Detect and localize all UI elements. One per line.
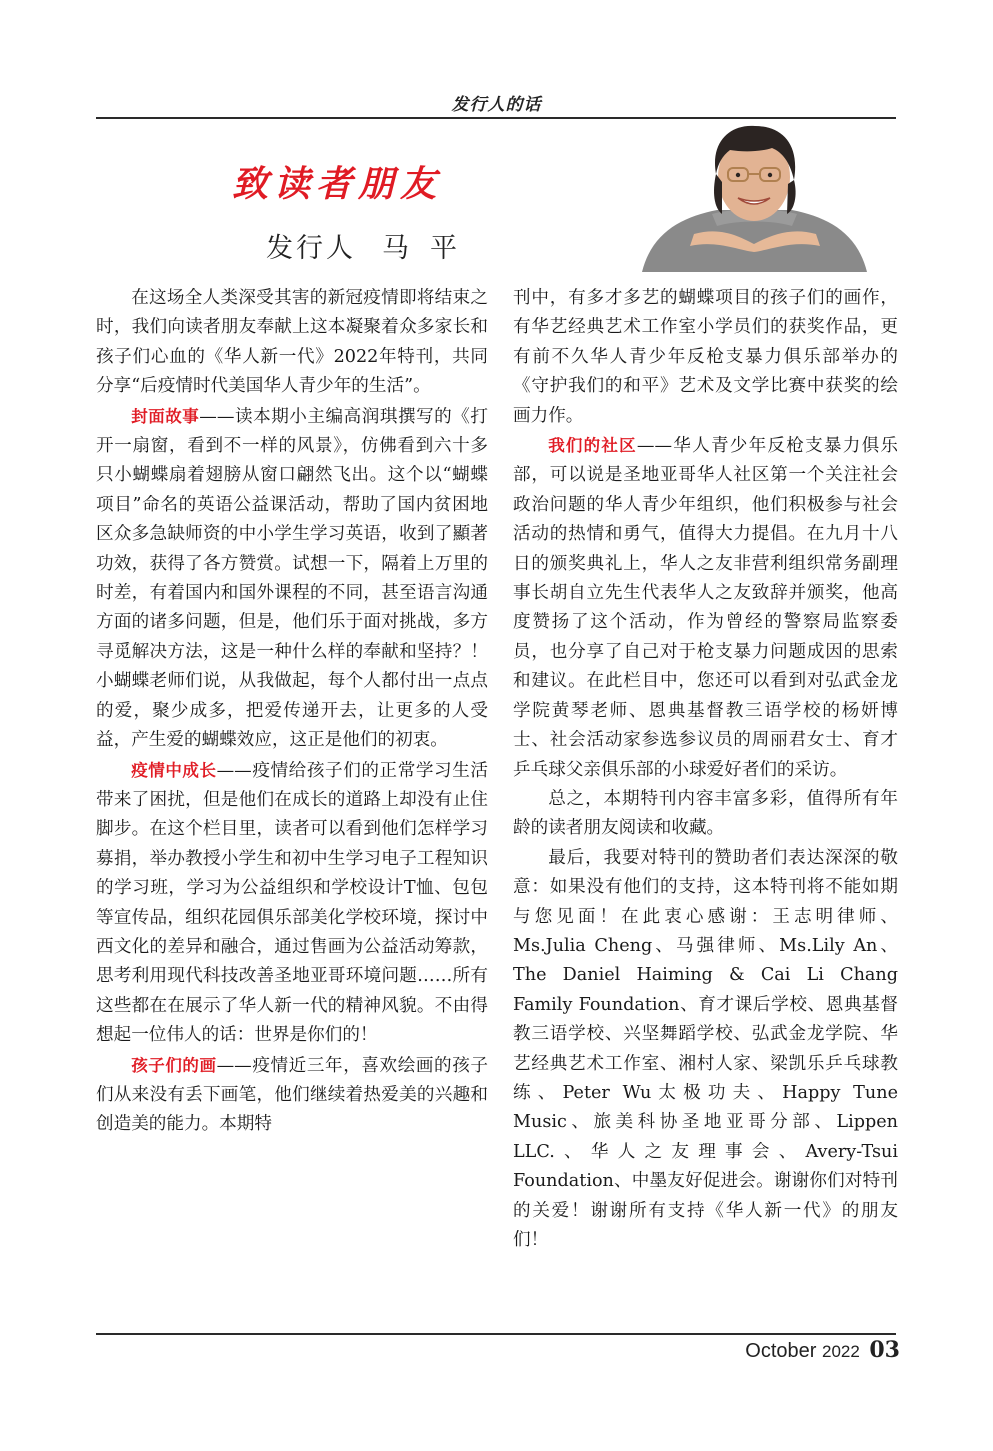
page-footer xyxy=(600,1337,900,1363)
paintings-paragraph xyxy=(96,1051,488,1140)
right-column xyxy=(513,284,898,1255)
page-number: 03 xyxy=(869,1337,900,1363)
section-label: 发行人的话 xyxy=(451,95,542,115)
thanks-paragraph: 最后，我要对特刊的赞助者们表达深深的敬意：如果没有他们的支持，这本特刊将不能如期与您见面！在此衷心感谢：王志明律师、Ms.Julia Cheng、马强律师、Ms.Lily An、The Daniel Haiming & Cai Li Chang Family Foundation、育才课后学校、恩典基督教三语学校、兴坚舞蹈学校、弘武金龙学院、华艺经典艺术工作室、湘村人家、梁凯乐乒乓球教练、Peter Wu太极功夫、Happy Tune Music、旅美科协圣地亚哥分部、Lippen LLC.、华人之友理事会、Avery-Tsui Foundation、中墨友好促进会。谢谢你们对特刊的关爱！谢谢所有支持《华人新一代》的朋友们！ xyxy=(513,847,898,1250)
article-title: 致读者朋友 xyxy=(232,164,443,205)
growing-heading: 疫情中成长 xyxy=(131,760,217,780)
footer-rule xyxy=(96,1333,896,1335)
community-text: ——华人青少年反枪支暴力俱乐部，可以说是圣地亚哥华人社区第一个关注社会政治问题的华人青少年组织，他们积极参与社会活动的热情和勇气，值得大力提倡。在九月十八日的颁奖典礼上，华人之友非营利组织常务副理事长胡自立先生代表华人之友致辞并颁奖，他高度赞扬了这个活动，作为曾经的警察局监察委员，也分享了自己对于枪支暴力问题成因的思索和建议。在此栏目中，您还可以看到对弘武金龙学院黄琴老师、恩典基督教三语学校的杨妍博士、社会活动家参选参议员的周丽君女士、育才乒乓球父亲俱乐部的小球爱好者们的采访。 xyxy=(513,436,898,780)
header-rule xyxy=(96,117,896,119)
paintings-text: ——疫情近三年，喜欢绘画的孩子们从来没有丢下画笔，他们继续着热爱美的兴趣和创造美的能力。本期特 xyxy=(96,1055,488,1135)
author-role: 发行人 xyxy=(266,233,356,264)
cover-story-text: ——读本期小主编高润琪撰写的《打开一扇窗，看到不一样的风景》，仿佛看到六十多只小蝴蝶扇着翅膀从窗口翩然飞出。这个以“蝴蝶项目”命名的英语公益课活动，帮助了国内贫困地区众多急缺师资的中小学生学习英语，收到了顯著功效，获得了各方赞赏。试想一下，隔着上万里的时差，有着国内和国外课程的不同，甚至语言沟通方面的诸多问题，但是，他们乐于面对挑战，多方寻觅解决方法，这是一种什么样的奉献和坚持？！小蝴蝶老师们说，从我做起，每个人都付出一点点的爱，聚少成多，把爱传递开去，让更多的人受益，产生爱的蝴蝶效应，这正是他们的初衷。 xyxy=(96,406,488,751)
growing-paragraph xyxy=(96,756,488,1051)
growing-text: ——疫情给孩子们的正常学习生活带来了困扰，但是他们在成长的道路上却没有止住脚步。在这个栏目里，读者可以看到他们怎样学习募捐，举办教授小学生和初中生学习电子工程知识的学习班，学习为公益组织和学校设计T恤、包包等宣传品，组织花园俱乐部美化学校环境，探讨中西文化的差异和融合，通过售画为公益活动筹款，思考利用现代科技改善圣地亚哥环境问题……所有这些都在在展示了华人新一代的精神风貌。不由得想起一位伟人的话：世界是你们的！ xyxy=(96,760,488,1046)
summary-paragraph: 总之，本期特刊内容丰富多彩，值得所有年龄的读者朋友阅读和收藏。 xyxy=(513,788,898,839)
author-name-last: 平 xyxy=(430,233,460,264)
author-name-first: 马 xyxy=(382,233,412,264)
community-paragraph xyxy=(513,431,898,785)
paintings-continued: 刊中，有多才多艺的蝴蝶项目的孩子们的画作，有华艺经典艺术工作室小学员们的获奖作品，更有前不久华人青少年反枪支暴力俱乐部举办的《守护我们的和平》艺术及文学比赛中获奖的绘画力作。 xyxy=(513,288,898,426)
paintings-heading: 孩子们的画 xyxy=(131,1055,217,1075)
intro-paragraph: 在这场全人类深受其害的新冠疫情即将结束之时，我们向读者朋友奉献上这本凝聚着众多家长和孩子们心血的《华人新一代》2022年特刊，共同分享“后疫情时代美国华人青少年的生活”。 xyxy=(96,288,488,397)
author-line xyxy=(266,226,460,265)
author-photo xyxy=(642,122,867,272)
left-column xyxy=(96,284,488,1140)
community-heading: 我们的社区 xyxy=(548,436,637,456)
footer-month: October xyxy=(745,1340,817,1362)
cover-story-heading: 封面故事 xyxy=(131,406,200,426)
cover-story-paragraph xyxy=(96,402,488,756)
footer-year: 2022 xyxy=(821,1342,860,1361)
